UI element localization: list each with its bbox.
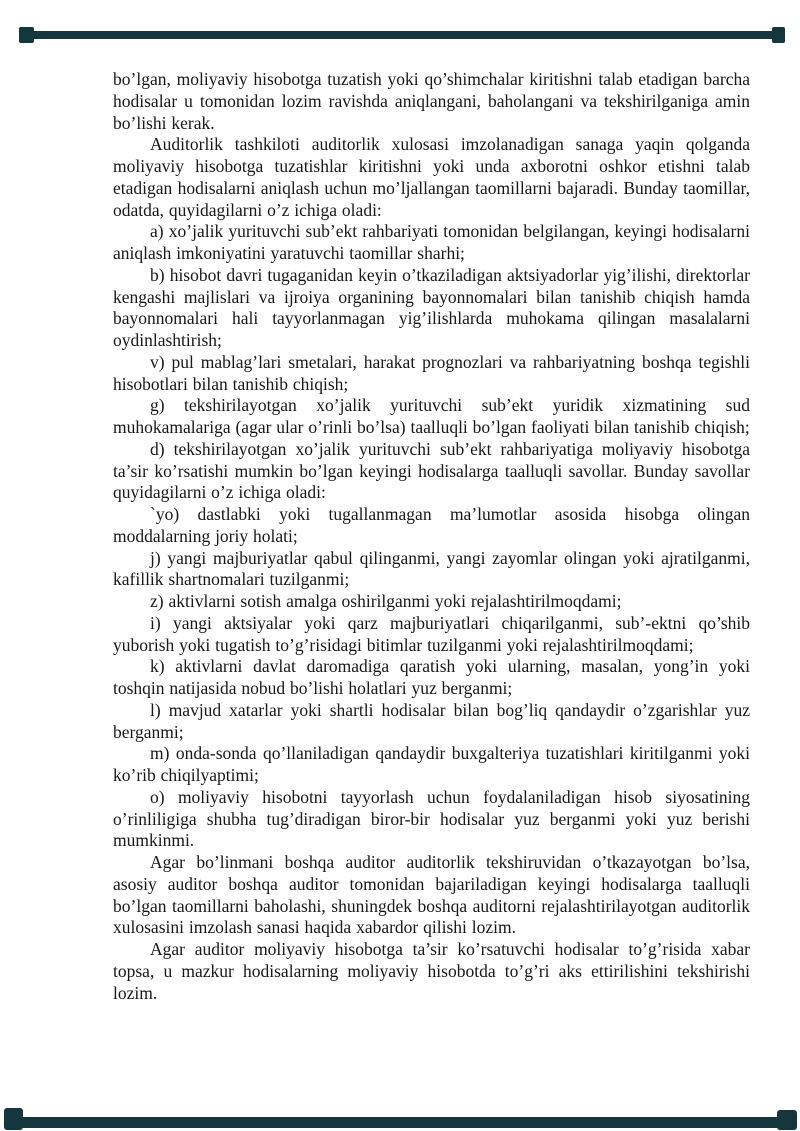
paragraph: m) onda-sonda qo’llaniladigan qandaydir buxgalteriya tuzatishlari kiritilganmi yoki ko’rib chiqilyaptimi; [113, 743, 750, 785]
paragraph: z) aktivlarni sotish amalga oshirilganmi yoki rejalashtirilmoqdami; [150, 591, 622, 611]
paragraph: `yo) dastlabki yoki tugallanmagan ma’lumotlar asosida hisobga olingan moddalarning joriy holati; [113, 504, 750, 546]
paragraph: o) moliyaviy hisobotni tayyorlash uchun foydalaniladigan hisob siyosatining o’rinliligiga shubha tug’diradigan biror-bir hodisalar yuz berganmi yoki yuz berishi mumkinmi. [113, 786, 750, 851]
paragraph: Auditorlik tashkiloti auditorlik xulosasi imzolanadigan sanaga yaqin qolganda moliyaviy hisobotga tuzatishlar kiritishni yoki unda axborotni oshkor etishni talab etadigan hodisalarni aniqlash uchun mo’ljallangan taomillarni bajaradi. Bunday taomillar, odatda, quyidagilarni o’z ichiga oladi: [113, 134, 750, 220]
scan-edge-top-bar [22, 31, 784, 39]
paragraph: d) tekshirilayotgan xo’jalik yurituvchi sub’ekt rahbariyatiga moliyaviy hisobotga ta’sir ko’rsatishi mumkin bo’lgan keyingi hodisalarga taalluqli savollar. Bunday savollar quyidagilarni o’z ichiga oladi: [113, 438, 750, 503]
paragraph: v) pul mablag’lari smetalari, harakat prognozlari va rahbariyatning boshqa tegishli hisobotlari bilan tanishib chiqish; [113, 351, 750, 394]
paragraph: g) tekshirilayotgan xo’jalik yurituvchi sub’ekt yuridik xizmatining sud muhokamalariga (agar ular o’rinli bo’lsa) taalluqli bo’lgan faoliyati bilan tanishib chiqish; [113, 395, 750, 437]
paragraph: b) hisobot davri tugaganidan keyin o’tkaziladigan aktsiyadorlar yig’ilishi, direktorlar kengashi majlislari va ijroiya organining bayonnomalari bilan tanishib chiqish hamda bayonnomalari hali tayyorlanmagan yig’ilishlarda muhokama qilingan masalalarni oydinlashtirish; [113, 264, 750, 350]
scan-edge-bottom-bar [6, 1117, 794, 1128]
paragraph: k) aktivlarni davlat daromadiga qaratish yoki ularning, masalan, yong’in yoki toshqin natijasida nobud bo’lishi holatlari yuz berganmi; [113, 656, 750, 698]
paragraph: Agar auditor moliyaviy hisobotga ta’sir ko’rsatuvchi hodisalar to’g’risida xabar topsa, u mazkur hodisalarning moliyaviy hisobotda to’g’ri aks ettirilishini tekshirishi lozim. [113, 939, 750, 1003]
paragraph: l) mavjud xatarlar yoki shartli hodisalar bilan bog’liq qandaydir o’zgarishlar yuz berganmi; [113, 699, 750, 742]
scan-edge-bottom-right-mark [777, 1110, 797, 1130]
paragraph: Agar bo’linmani boshqa auditor auditorlik tekshiruvidan o’tkazayotgan bo’lsa, asosiy auditor boshqa auditor tomonidan bajariladigan keyingi hodisalarga taalluqli bo’lgan taomillarni baholashi, shuningdek boshqa auditorni rejalashtirilayotgan auditorlik xulosasini imzolash sanasi haqida xabardor qilishi lozim. [113, 852, 750, 938]
paragraph: j) yangi majburiyatlar qabul qilinganmi, yangi zayomlar olingan yoki ajratilganmi, kafillik shartnomalari tuzilganmi; [113, 547, 750, 590]
paragraph: bo’lgan, moliyaviy hisobotga tuzatish yoki qo’shimchalar kiritishni talab etadigan barcha hodisalar u tomonidan lozim ravishda aniqlangani, baholangani va tekshirilganiga amin bo’lishi kerak. [113, 69, 750, 133]
paragraph: a) xo’jalik yurituvchi sub’ekt rahbariyati tomonidan belgilangan, keyingi hodisalarni aniqlash imkoniyatini yaratuvchi taomillar sharhi; [113, 221, 750, 263]
scan-edge-top-right-mark [772, 27, 785, 43]
paragraph: i) yangi aktsiyalar yoki qarz majburiyatlari chiqarilganmi, sub’-ektni qo’shib yuborish yoki tugatish to’g’risidagi bitimlar tuzilganmi yoki rejalashtirilmoqdami; [113, 612, 750, 655]
document-text-block [113, 69, 750, 1004]
